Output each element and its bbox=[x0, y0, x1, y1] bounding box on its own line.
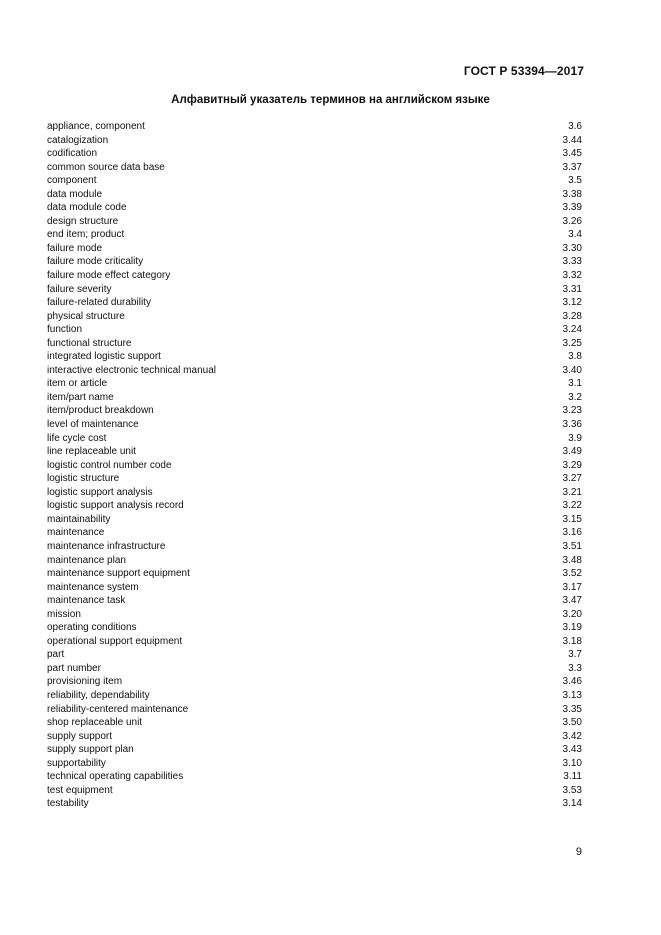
index-entry bbox=[47, 648, 582, 662]
index-term: end item; product bbox=[47, 229, 125, 241]
index-ref-number: 3.19 bbox=[562, 622, 582, 634]
index-term: maintenance bbox=[47, 527, 105, 539]
index-entry bbox=[47, 174, 582, 188]
index-entry bbox=[47, 215, 582, 229]
index-entry bbox=[47, 581, 582, 595]
index-term: maintainability bbox=[47, 513, 111, 525]
index-entry bbox=[47, 445, 582, 459]
index-term: component bbox=[47, 175, 97, 187]
index-ref-number: 3.26 bbox=[562, 215, 582, 227]
index-ref-number: 3.3 bbox=[568, 662, 582, 674]
index-term: reliability, dependability bbox=[47, 689, 150, 701]
page-title: Алфавитный указатель терминов на английском языке bbox=[171, 94, 490, 106]
index-ref-number: 3.33 bbox=[562, 256, 582, 268]
index-entry bbox=[47, 350, 582, 364]
index-term: maintenance plan bbox=[47, 554, 126, 566]
index-ref-number: 3.38 bbox=[562, 188, 582, 200]
index-entry bbox=[47, 608, 582, 622]
index-term: failure-related durability bbox=[47, 297, 151, 309]
index-term: maintenance system bbox=[47, 581, 139, 593]
index-ref-number: 3.35 bbox=[562, 703, 582, 715]
index-term: design structure bbox=[47, 215, 119, 227]
index-entry bbox=[47, 296, 582, 310]
index-ref-number: 3.25 bbox=[562, 337, 582, 349]
index-entry bbox=[47, 540, 582, 554]
index-entry bbox=[47, 269, 582, 283]
index-entry bbox=[47, 201, 582, 215]
index-ref-number: 3.49 bbox=[562, 446, 582, 458]
index-entry bbox=[47, 242, 582, 256]
index-term: maintenance infrastructure bbox=[47, 540, 166, 552]
index-entry bbox=[47, 594, 582, 608]
index-term: line replaceable unit bbox=[47, 446, 136, 458]
index-entry bbox=[47, 757, 582, 771]
index-entry bbox=[47, 120, 582, 134]
index-term: failure severity bbox=[47, 283, 112, 295]
index-ref-number: 3.15 bbox=[562, 513, 582, 525]
index-ref-number: 3.48 bbox=[562, 554, 582, 566]
index-ref-number: 3.12 bbox=[562, 297, 582, 309]
index-entry bbox=[47, 323, 582, 337]
index-term: supply support plan bbox=[47, 744, 134, 756]
index-term: part bbox=[47, 649, 65, 661]
index-entry bbox=[47, 364, 582, 378]
index-term: test equipment bbox=[47, 784, 113, 796]
index-term: technical operating capabilities bbox=[47, 771, 184, 783]
index-entry bbox=[47, 513, 582, 527]
index-entry bbox=[47, 228, 582, 242]
index-term: interactive electronic technical manual bbox=[47, 364, 216, 376]
index-entry bbox=[47, 283, 582, 297]
index-ref-number: 3.50 bbox=[562, 717, 582, 729]
index-term: logistic support analysis record bbox=[47, 500, 184, 512]
index-ref-number: 3.2 bbox=[568, 391, 582, 403]
index-term: codification bbox=[47, 148, 98, 160]
index-entry bbox=[47, 147, 582, 161]
index-term: supportability bbox=[47, 757, 106, 769]
index-term: mission bbox=[47, 608, 81, 620]
index-ref-number: 3.47 bbox=[562, 595, 582, 607]
index-ref-number: 3.8 bbox=[568, 351, 582, 363]
index-entry bbox=[47, 161, 582, 175]
index-ref-number: 3.1 bbox=[568, 378, 582, 390]
index-ref-number: 3.43 bbox=[562, 744, 582, 756]
index-ref-number: 3.53 bbox=[562, 784, 582, 796]
index-term: appliance, component bbox=[47, 121, 145, 132]
document-code: ГОСТ Р 53394—2017 bbox=[463, 64, 584, 78]
index-term: part number bbox=[47, 662, 101, 674]
index-term: shop replaceable unit bbox=[47, 717, 143, 729]
index-ref-number: 3.29 bbox=[562, 459, 582, 471]
term-index-list bbox=[47, 120, 582, 811]
index-term: logistic support analysis bbox=[47, 486, 153, 498]
index-term: operational support equipment bbox=[47, 635, 183, 647]
index-term: maintenance task bbox=[47, 595, 126, 607]
index-term: item/part name bbox=[47, 391, 114, 403]
index-entry bbox=[47, 404, 582, 418]
index-ref-number: 3.14 bbox=[562, 798, 582, 810]
index-entry bbox=[47, 134, 582, 148]
index-ref-number: 3.23 bbox=[562, 405, 582, 417]
index-term: failure mode effect category bbox=[47, 270, 171, 282]
index-term: supply support bbox=[47, 730, 113, 742]
index-term: item or article bbox=[47, 378, 108, 390]
index-ref-number: 3.42 bbox=[562, 730, 582, 742]
index-ref-number: 3.5 bbox=[568, 175, 582, 187]
index-ref-number: 3.31 bbox=[562, 283, 582, 295]
page-number: 9 bbox=[575, 846, 582, 858]
index-entry bbox=[47, 377, 582, 391]
index-entry bbox=[47, 716, 582, 730]
index-term: integrated logistic support bbox=[47, 351, 161, 363]
index-term: life cycle cost bbox=[47, 432, 107, 444]
index-ref-number: 3.6 bbox=[568, 121, 582, 132]
index-ref-number: 3.24 bbox=[562, 324, 582, 336]
index-term: item/product breakdown bbox=[47, 405, 154, 417]
index-entry bbox=[47, 689, 582, 703]
index-ref-number: 3.46 bbox=[562, 676, 582, 688]
index-ref-number: 3.4 bbox=[568, 229, 582, 241]
index-term: logistic structure bbox=[47, 473, 120, 485]
index-term: failure mode bbox=[47, 242, 103, 254]
index-ref-number: 3.16 bbox=[562, 527, 582, 539]
index-entry bbox=[47, 526, 582, 540]
index-ref-number: 3.22 bbox=[562, 500, 582, 512]
index-ref-number: 3.20 bbox=[562, 608, 582, 620]
index-ref-number: 3.44 bbox=[562, 134, 582, 146]
index-entry bbox=[47, 499, 582, 513]
index-term: failure mode criticality bbox=[47, 256, 144, 268]
index-ref-number: 3.40 bbox=[562, 364, 582, 376]
index-term: physical structure bbox=[47, 310, 125, 322]
index-term: function bbox=[47, 324, 83, 336]
index-entry bbox=[47, 635, 582, 649]
index-ref-number: 3.21 bbox=[562, 486, 582, 498]
index-ref-number: 3.39 bbox=[562, 202, 582, 214]
index-ref-number: 3.45 bbox=[562, 148, 582, 160]
index-entry bbox=[47, 567, 582, 581]
index-term: operating conditions bbox=[47, 622, 137, 634]
index-entry bbox=[47, 337, 582, 351]
index-entry bbox=[47, 188, 582, 202]
index-term: maintenance support equipment bbox=[47, 568, 190, 580]
index-ref-number: 3.17 bbox=[562, 581, 582, 593]
index-entry bbox=[47, 310, 582, 324]
index-entry bbox=[47, 797, 582, 811]
index-ref-number: 3.32 bbox=[562, 270, 582, 282]
index-term: data module bbox=[47, 188, 103, 200]
index-ref-number: 3.13 bbox=[562, 689, 582, 701]
index-entry bbox=[47, 662, 582, 676]
index-term: reliability-centered maintenance bbox=[47, 703, 189, 715]
index-entry bbox=[47, 486, 582, 500]
index-term: data module code bbox=[47, 202, 127, 214]
index-ref-number: 3.52 bbox=[562, 568, 582, 580]
index-ref-number: 3.51 bbox=[562, 540, 582, 552]
index-ref-number: 3.36 bbox=[562, 419, 582, 431]
index-ref-number: 3.28 bbox=[562, 310, 582, 322]
index-entry bbox=[47, 621, 582, 635]
index-entry bbox=[47, 255, 582, 269]
index-entry bbox=[47, 743, 582, 757]
index-entry bbox=[47, 459, 582, 473]
index-ref-number: 3.37 bbox=[562, 161, 582, 173]
index-entry bbox=[47, 418, 582, 432]
index-term: logistic control number code bbox=[47, 459, 172, 471]
index-entry bbox=[47, 770, 582, 784]
index-entry bbox=[47, 675, 582, 689]
index-ref-number: 3.30 bbox=[562, 242, 582, 254]
index-term: functional structure bbox=[47, 337, 132, 349]
index-term: level of maintenance bbox=[47, 419, 139, 431]
index-ref-number: 3.9 bbox=[568, 432, 582, 444]
index-entry bbox=[47, 703, 582, 717]
index-term: catalogization bbox=[47, 134, 109, 146]
index-term: common source data base bbox=[47, 161, 165, 173]
index-entry bbox=[47, 391, 582, 405]
index-entry bbox=[47, 730, 582, 744]
index-entry bbox=[47, 554, 582, 568]
index-ref-number: 3.18 bbox=[562, 635, 582, 647]
index-entry bbox=[47, 784, 582, 798]
index-term: testability bbox=[47, 798, 89, 810]
index-term: provisioning item bbox=[47, 676, 123, 688]
index-ref-number: 3.11 bbox=[563, 771, 582, 783]
index-entry bbox=[47, 432, 582, 446]
index-ref-number: 3.10 bbox=[562, 757, 582, 769]
index-ref-number: 3.27 bbox=[562, 473, 582, 485]
index-ref-number: 3.7 bbox=[568, 649, 582, 661]
index-entry bbox=[47, 472, 582, 486]
